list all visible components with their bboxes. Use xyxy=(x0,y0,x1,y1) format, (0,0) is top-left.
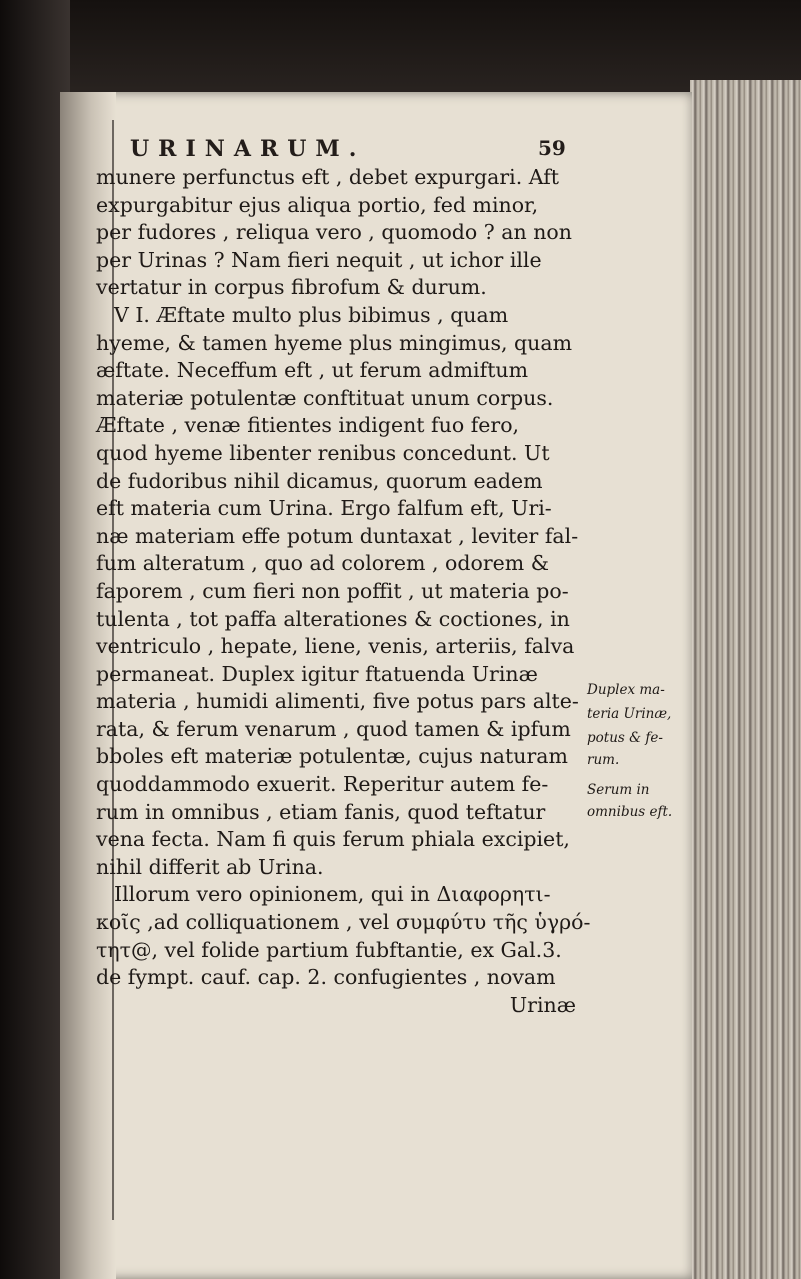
margin-note: Serum in xyxy=(587,782,650,798)
text-line: de fympt. cauf. cap. 2. confugientes , novam xyxy=(96,965,556,990)
text-line: κοῖς ,ad colliquationem , vel συμφύτυ τῆς ὑγρό- xyxy=(96,910,591,935)
text-line: fum alteratum , quo ad colorem , odorem & xyxy=(96,551,549,576)
running-header: URINARUM. xyxy=(130,136,366,162)
text-line: Illorum vero opinionem, qui in Διαφορητι- xyxy=(114,882,551,907)
margin-note: rum. xyxy=(587,752,620,768)
text-line: bboles eft materiæ potulentæ, cujus naturam xyxy=(96,744,568,769)
text-line: næ materiam effe potum duntaxat , leviter fal- xyxy=(96,523,579,548)
margin-note: Duplex ma- xyxy=(587,682,665,698)
text-line: hyeme, & tamen hyeme plus mingimus, quam xyxy=(96,330,573,355)
text-line: munere perfunctus eft , debet expurgari. Aft xyxy=(96,165,560,189)
text-line: æftate. Neceffum eft , ut ferum admiftum xyxy=(96,358,529,383)
text-line: Æftate , venæ fitientes indigent fuo fero, xyxy=(96,413,520,438)
text-line: V I. Æftate multo plus bibimus , quam xyxy=(114,302,509,327)
margin-note: potus & fe- xyxy=(587,730,663,746)
body-text xyxy=(96,164,591,1019)
text-line: materiæ potulentæ conftituat unum corpus. xyxy=(96,385,554,410)
margin-note: teria Urinæ, xyxy=(587,706,672,722)
text-line: faporem , cum fieri non poffit , ut materia po- xyxy=(96,578,569,603)
text-line: vertatur in corpus fibrofum & durum. xyxy=(96,275,487,300)
margin-note: omnibus eft. xyxy=(587,804,673,820)
text-line: vena fecta. Nam fi quis ferum phiala excipiet, xyxy=(96,827,570,852)
text-line: eft materia cum Urina. Ergo falfum eft, Uri- xyxy=(96,496,552,521)
text-line: rata, & ferum venarum , quod tamen & ipfum xyxy=(96,716,571,741)
text-line: expurgabitur ejus aliqua portio, fed minor, xyxy=(96,192,539,217)
text-line: per fudores , reliqua vero , quomodo ? an non xyxy=(96,220,572,245)
page-edges-stack xyxy=(690,80,801,1279)
background-top xyxy=(0,0,801,100)
book-page xyxy=(60,92,692,1279)
text-line: quod hyeme libenter renibus concedunt. Ut xyxy=(96,440,550,465)
text-line: quoddammodo exuerit. Reperitur autem fe- xyxy=(96,772,549,797)
catchword: Urinæ xyxy=(509,992,576,1017)
text-line: ventriculo , hepate, liene, venis, arteriis, falva xyxy=(96,634,575,659)
text-line: nihil differit ab Urina. xyxy=(96,854,324,879)
text-line: de fudoribus nihil dicamus, quorum eadem xyxy=(96,468,543,493)
text-line: τητ@, vel folide partium fubftantie, ex Gal.3. xyxy=(96,937,562,962)
text-line: rum in omnibus , etiam fanis, quod teftatur xyxy=(96,799,546,824)
text-line: permaneat. Duplex igitur ftatuenda Urinæ xyxy=(96,661,538,686)
text-line: per Urinas ? Nam fieri nequit , ut ichor ille xyxy=(96,247,542,272)
text-line: materia , humidi alimenti, five potus pars alte- xyxy=(96,689,579,714)
text-line: tulenta , tot paffa alterationes & coctiones, in xyxy=(96,606,570,631)
page-number: 59 xyxy=(538,136,566,160)
